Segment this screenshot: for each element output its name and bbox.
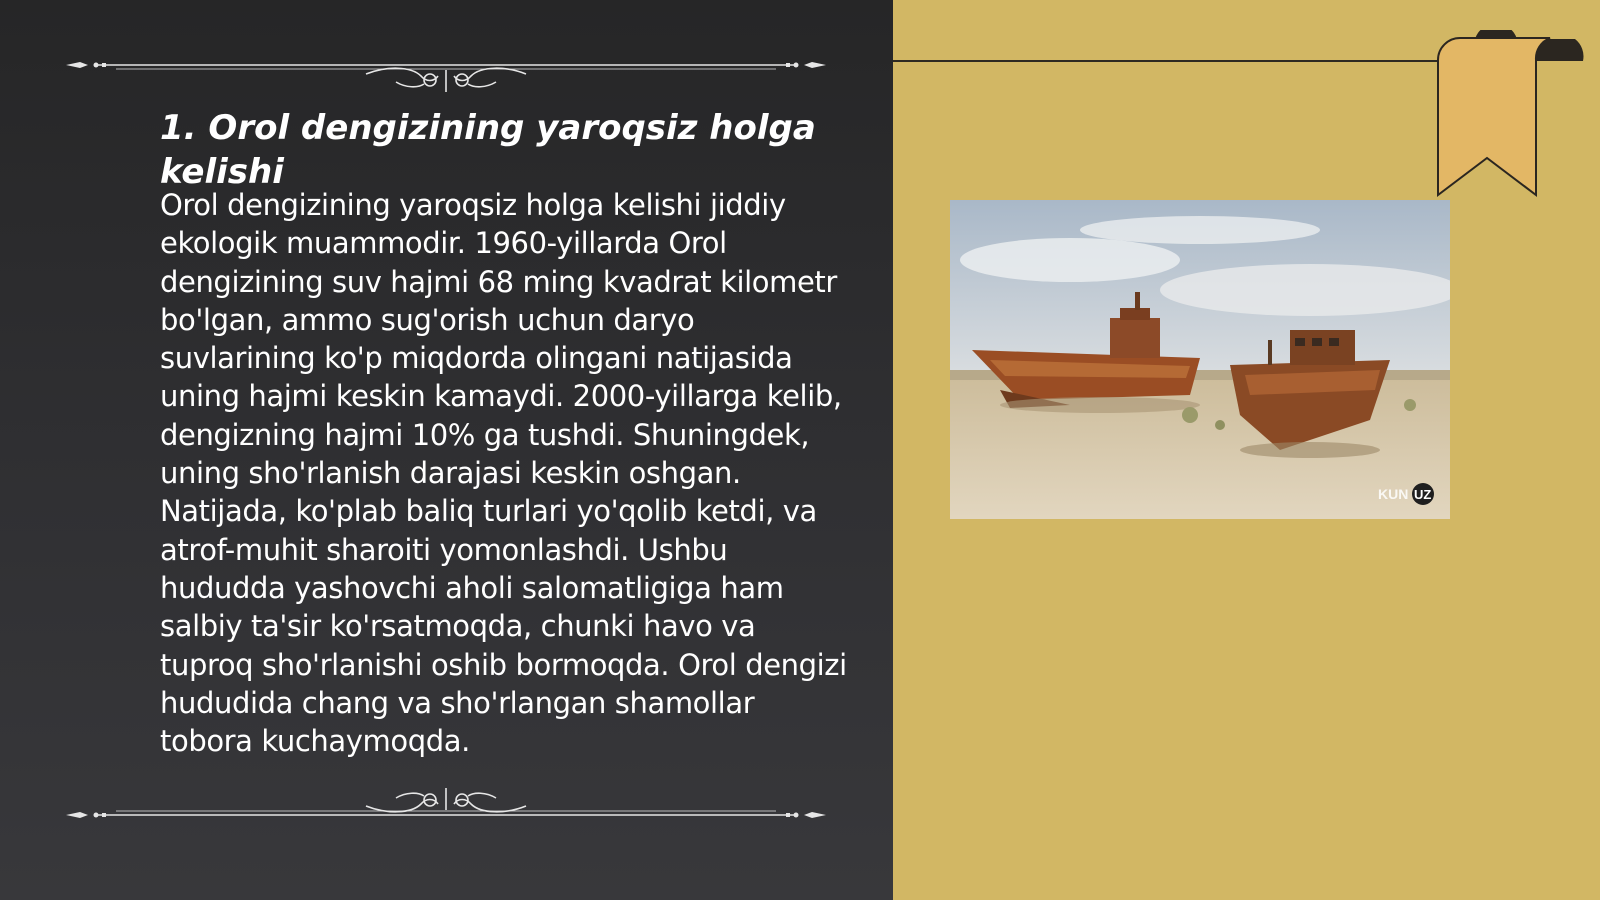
bookmark-ribbon-icon [1430,30,1590,200]
accent-divider-line [893,60,1438,62]
slide-body-text: Orol dengizining yaroqsiz holga kelishi jiddiy ekologik muammodir. 1960-yillarda Orol dengizining suv hajmi 68 ming kvadrat kilometr bo'lgan, ammo sug'orish uchun daryo suvlarining ko'p miqdorda olingani natijasida uning hajmi keskin kamaydi. 2000-yillarga kelib, dengizning hajmi 10% ga tushdi. Shuningdek, uning sho'rlanish darajasi keskin oshgan. Natijada, ko'plab baliq turlari yo'qolib ketdi, va atrof-muhit sharoiti yomonlashdi. Ushbu hududda yashovchi aholi salomatligiga ham salbiy ta'sir ko'rsatmoqda, chunki havo va tuproq sho'rlanishi oshib bormoqda. Orol dengizi hududida chang va sho'rlangan shamollar tobora kuchaymoqda. [160,188,847,759]
bottom-scroll-divider-icon [66,788,826,828]
slide-title: 1. Orol dengizining yaroqsiz holga kelishi [160,108,816,192]
aral-sea-ship-photo [950,200,1450,519]
photo-watermark-uz: UZ [1414,487,1432,502]
top-scroll-divider-icon [66,52,826,92]
photo-watermark-kun: KUN [1378,486,1409,502]
